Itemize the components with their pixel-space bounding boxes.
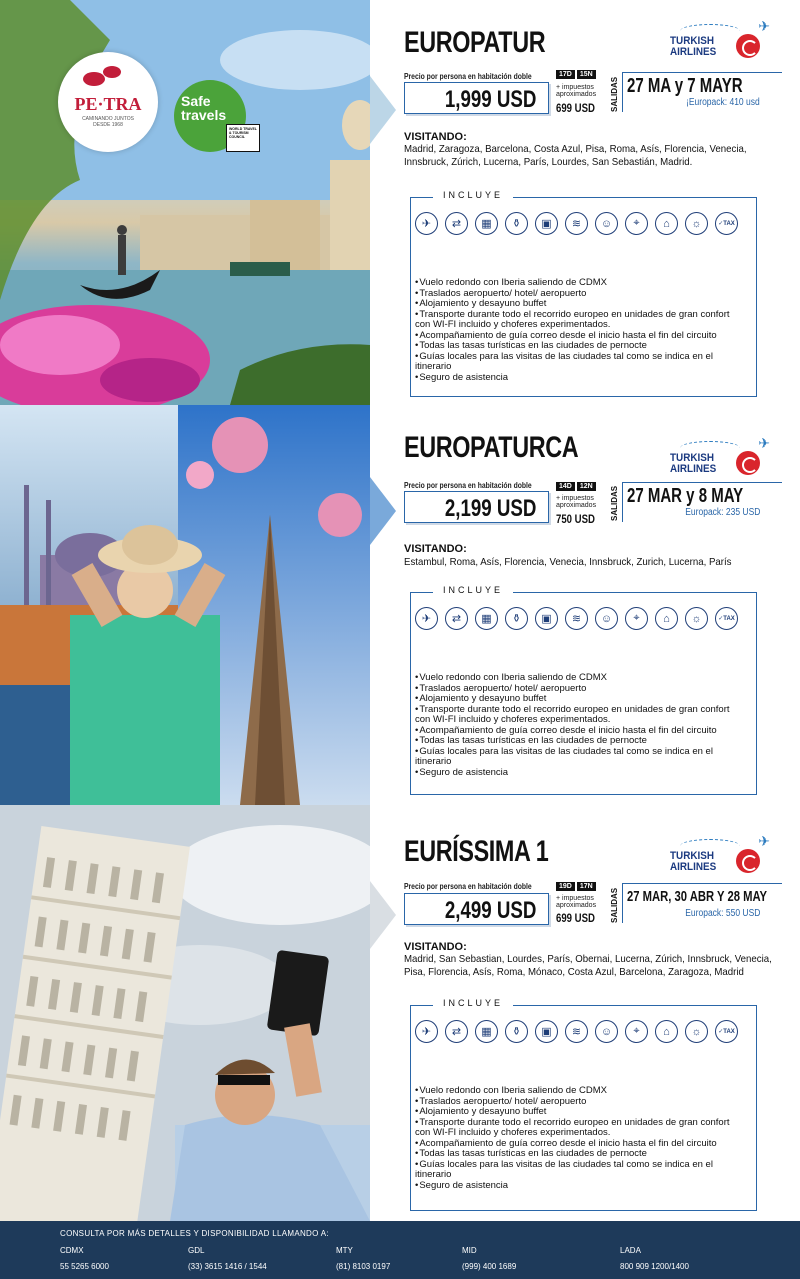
visit-label: VISITANDO: (404, 131, 467, 143)
list-item: • Seguro de asistencia (415, 768, 745, 779)
istanbul-paris-illustration (0, 405, 370, 805)
salidas-label: SALIDAS (610, 887, 619, 923)
contact-city: LADA (620, 1246, 641, 1255)
salidas-label: SALIDAS (610, 485, 619, 521)
contact-mid (462, 1246, 516, 1271)
includes-icons (415, 212, 745, 235)
europack-price: Europack: 235 USD (684, 507, 760, 518)
contact-phone[interactable]: 55 5265 6000 (60, 1262, 109, 1271)
nights-badge: 15N (577, 70, 596, 79)
section-notch (370, 881, 396, 949)
turkish-airlines-logo: ✈ TURKISH AIRLINES (670, 435, 770, 475)
turkish-airlines-logo: ✈ TURKISH AIRLINES (670, 833, 770, 873)
tax-icon: ✓TAX (715, 212, 738, 235)
plane-icon: ✈ (758, 435, 770, 451)
price-box (404, 82, 549, 114)
safe-travels-text: Safe travels (181, 93, 227, 123)
includes-icons (415, 607, 745, 630)
nights-badge: 12N (577, 482, 596, 491)
istanbul-paris-photo (0, 405, 370, 805)
includes-box (410, 190, 757, 397)
turkish-airlines-logo: ✈ TURKISH AIRLINES (670, 18, 770, 58)
list-item: • Vuelo redondo con Iberia saliendo de CDMX (415, 1086, 745, 1097)
contact-phone[interactable]: 800 909 1200/1400 (620, 1262, 689, 1271)
list-item: • Guías locales para las visitas de las ciudades tal como se indica en el itinerario (415, 1160, 745, 1181)
plane-icon: ✈ (758, 833, 770, 849)
contact-lada (620, 1246, 689, 1271)
crescent-icon (736, 34, 760, 58)
list-item: • Acompañamiento de guía correo desde el inicio hasta el fin del circuito (415, 331, 745, 342)
tour-section-europatur (0, 0, 800, 405)
hotel-icon: ▦ (475, 1020, 498, 1043)
salidas-box (622, 883, 782, 923)
contact-cdmx (60, 1246, 109, 1271)
tax-amount: 699 USD (556, 101, 595, 115)
list-item: • Alojamiento y desayuno buffet (415, 299, 745, 310)
local-guide-icon: ☼ (685, 607, 708, 630)
bus-icon: ▣ (535, 607, 558, 630)
plane-icon: ✈ (415, 212, 438, 235)
pisa-illustration (0, 805, 370, 1221)
plane-icon: ✈ (758, 18, 770, 34)
footer-header: CONSULTA POR MÁS DETALLES Y DISPONIBILIDAD LLAMANDO A: (60, 1229, 329, 1238)
salidas-label: SALIDAS (610, 76, 619, 112)
includes-box (410, 998, 757, 1211)
petra-logo (58, 52, 158, 152)
includes-icons (415, 1020, 745, 1043)
nights-badge: 17N (577, 882, 596, 891)
departure-dates: 27 MAR y 8 MAY (627, 485, 744, 507)
location-icon: ⌖ (625, 607, 648, 630)
hotel-icon: ▦ (475, 212, 498, 235)
tour-section-europaturca (0, 405, 800, 805)
contact-phone[interactable]: (999) 400 1689 (462, 1262, 517, 1271)
list-item: • Transporte durante todo el recorrido europeo en unidades de gran confort con WI-FI incluido y choferes experimentados. (415, 1118, 745, 1139)
tour-panel (400, 0, 800, 405)
salidas-box (622, 72, 782, 112)
departure-dates: 27 MA y 7 MAYR (627, 75, 743, 97)
breakfast-icon: ⚱ (505, 607, 528, 630)
transfer-icon: ⇄ (445, 212, 468, 235)
tour-title: EURÍSSIMA 1 (404, 835, 549, 868)
local-guide-icon: ☼ (685, 212, 708, 235)
contact-city: CDMX (60, 1246, 84, 1255)
list-item: • Alojamiento y desayuno buffet (415, 1107, 745, 1118)
location-icon: ⌖ (625, 1020, 648, 1043)
venice-photo (0, 0, 370, 405)
duration-badges (556, 882, 596, 891)
safe-travels-badge (174, 80, 257, 152)
tour-title: EUROPATUR (404, 26, 546, 59)
guide-icon: ☺ (595, 1020, 618, 1043)
contact-city: MTY (336, 1246, 353, 1255)
list-item: • Traslados aeropuerto/ hotel/ aeropuerto (415, 289, 745, 300)
bus-icon: ▣ (535, 212, 558, 235)
contact-city: MID (462, 1246, 477, 1255)
price-value: 2,199 USD (444, 495, 536, 522)
list-item: • Seguro de asistencia (415, 1181, 745, 1192)
days-badge: 14D (556, 482, 575, 491)
tax-icon: ✓TAX (715, 607, 738, 630)
price-value: 2,499 USD (444, 897, 536, 924)
section-notch (370, 76, 396, 144)
tour-title: EUROPATURCA (404, 431, 579, 464)
wifi-icon: ≋ (565, 607, 588, 630)
breakfast-icon: ⚱ (505, 1020, 528, 1043)
duration-badges (556, 482, 596, 491)
crescent-icon (736, 451, 760, 475)
visit-label: VISITANDO: (404, 941, 467, 953)
includes-list (415, 278, 745, 383)
list-item: • Todas las tasas turísticas en las ciudades de pernocte (415, 1149, 745, 1160)
wifi-icon: ≋ (565, 212, 588, 235)
list-item: • Traslados aeropuerto/ hotel/ aeropuerto (415, 684, 745, 695)
hotel-icon: ▦ (475, 607, 498, 630)
includes-list (415, 673, 745, 778)
visit-cities: Estambul, Roma, Asís, Florencia, Venecia, Innsbruck, Zurich, Lucerna, París (404, 556, 732, 568)
visit-cities: Madrid, Zaragoza, Barcelona, Costa Azul, Pisa, Roma, Asís, Florencia, Venecia, Innsbruck, Zúrich, Lucerna, París, Lourdes, San Sebastián, Madrid. (404, 143, 747, 168)
price-label: Precio por persona en habitación doble (404, 882, 532, 891)
guide-icon: ☺ (595, 212, 618, 235)
list-item: • Vuelo redondo con Iberia saliendo de CDMX (415, 673, 745, 684)
includes-box (410, 585, 757, 795)
list-item: • Acompañamiento de guía correo desde el inicio hasta el fin del circuito (415, 1139, 745, 1150)
section-notch (370, 477, 396, 545)
price-box (404, 491, 549, 523)
plane-icon: ✈ (415, 607, 438, 630)
contact-phone[interactable]: (81) 8103 0197 (336, 1262, 391, 1271)
tax-note: + impuestos aproximados (556, 84, 597, 98)
price-box (404, 893, 549, 925)
list-item: • Guías locales para las visitas de las ciudades tal como se indica en el itinerario (415, 352, 745, 373)
city-tax-icon: ⌂ (655, 1020, 678, 1043)
city-tax-icon: ⌂ (655, 212, 678, 235)
brand-tagline: CAMINANDO JUNTOS DESDE 1968 (82, 116, 134, 128)
tax-note: + impuestos aproximados (556, 495, 597, 509)
duration-badges (556, 70, 596, 79)
pisa-photo (0, 805, 370, 1221)
wifi-icon: ≋ (565, 1020, 588, 1043)
contact-phone[interactable]: (33) 3615 1416 / 1544 (188, 1262, 267, 1271)
includes-label: INCLUYE (433, 190, 513, 200)
venice-illustration (0, 0, 370, 405)
price-label: Precio por persona en habitación doble (404, 481, 532, 490)
price-label: Precio por persona en habitación doble (404, 72, 532, 81)
list-item: • Todas las tasas turísticas en las ciudades de pernocte (415, 341, 745, 352)
days-badge: 17D (556, 70, 575, 79)
guide-icon: ☺ (595, 607, 618, 630)
tax-amount: 699 USD (556, 911, 595, 925)
tax-amount: 750 USD (556, 512, 595, 526)
contact-footer (0, 1221, 800, 1279)
list-item: • Traslados aeropuerto/ hotel/ aeropuerto (415, 1097, 745, 1108)
price-value: 1,999 USD (444, 86, 536, 113)
list-item: • Alojamiento y desayuno buffet (415, 694, 745, 705)
list-item: • Todas las tasas turísticas en las ciudades de pernocte (415, 736, 745, 747)
contact-mty (336, 1246, 390, 1271)
list-item: • Transporte durante todo el recorrido europeo en unidades de gran confort con WI-FI incluido y choferes experimentados. (415, 705, 745, 726)
tax-note: + impuestos aproximados (556, 895, 597, 909)
list-item: • Guías locales para las visitas de las ciudades tal como se indica en el itinerario (415, 747, 745, 768)
breakfast-icon: ⚱ (505, 212, 528, 235)
includes-label: INCLUYE (433, 998, 513, 1008)
contact-gdl (188, 1246, 267, 1271)
tour-panel (400, 405, 800, 805)
tour-section-eurissima (0, 805, 800, 1221)
visit-cities: Madrid, San Sebastian, Lourdes, París, Obernai, Lucerna, Zúrich, Innsbruck, Venecia, Pisa, Florencia, Asís, Roma, Mónaco, Costa Azul, Barcelona, Zaragoza, Madrid (404, 953, 772, 978)
tour-panel (400, 805, 800, 1221)
location-icon: ⌖ (625, 212, 648, 235)
contact-city: GDL (188, 1246, 205, 1255)
departure-dates: 27 MAR, 30 ABR Y 28 MAY (627, 888, 768, 905)
includes-label: INCLUYE (433, 585, 513, 595)
brand-name: PE·TRA (74, 94, 142, 114)
wttc-text: WORLD TRAVEL & TOURISM COUNCIL (226, 124, 260, 152)
list-item: • Seguro de asistencia (415, 373, 745, 384)
local-guide-icon: ☼ (685, 1020, 708, 1043)
list-item: • Acompañamiento de guía correo desde el inicio hasta el fin del circuito (415, 726, 745, 737)
tax-icon: ✓TAX (715, 1020, 738, 1043)
plane-icon: ✈ (415, 1020, 438, 1043)
bus-icon: ▣ (535, 1020, 558, 1043)
includes-list (415, 1086, 745, 1191)
list-item: • Transporte durante todo el recorrido europeo en unidades de gran confort con WI-FI incluido y choferes experimentados. (415, 310, 745, 331)
visit-label: VISITANDO: (404, 543, 467, 555)
europack-price: ¡Europack: 410 usd (686, 97, 760, 108)
transfer-icon: ⇄ (445, 607, 468, 630)
salidas-box (622, 482, 782, 522)
crescent-icon (736, 849, 760, 873)
days-badge: 19D (556, 882, 575, 891)
city-tax-icon: ⌂ (655, 607, 678, 630)
europack-price: Europack: 550 USD (684, 908, 760, 919)
transfer-icon: ⇄ (445, 1020, 468, 1043)
list-item: • Vuelo redondo con Iberia saliendo de CDMX (415, 278, 745, 289)
